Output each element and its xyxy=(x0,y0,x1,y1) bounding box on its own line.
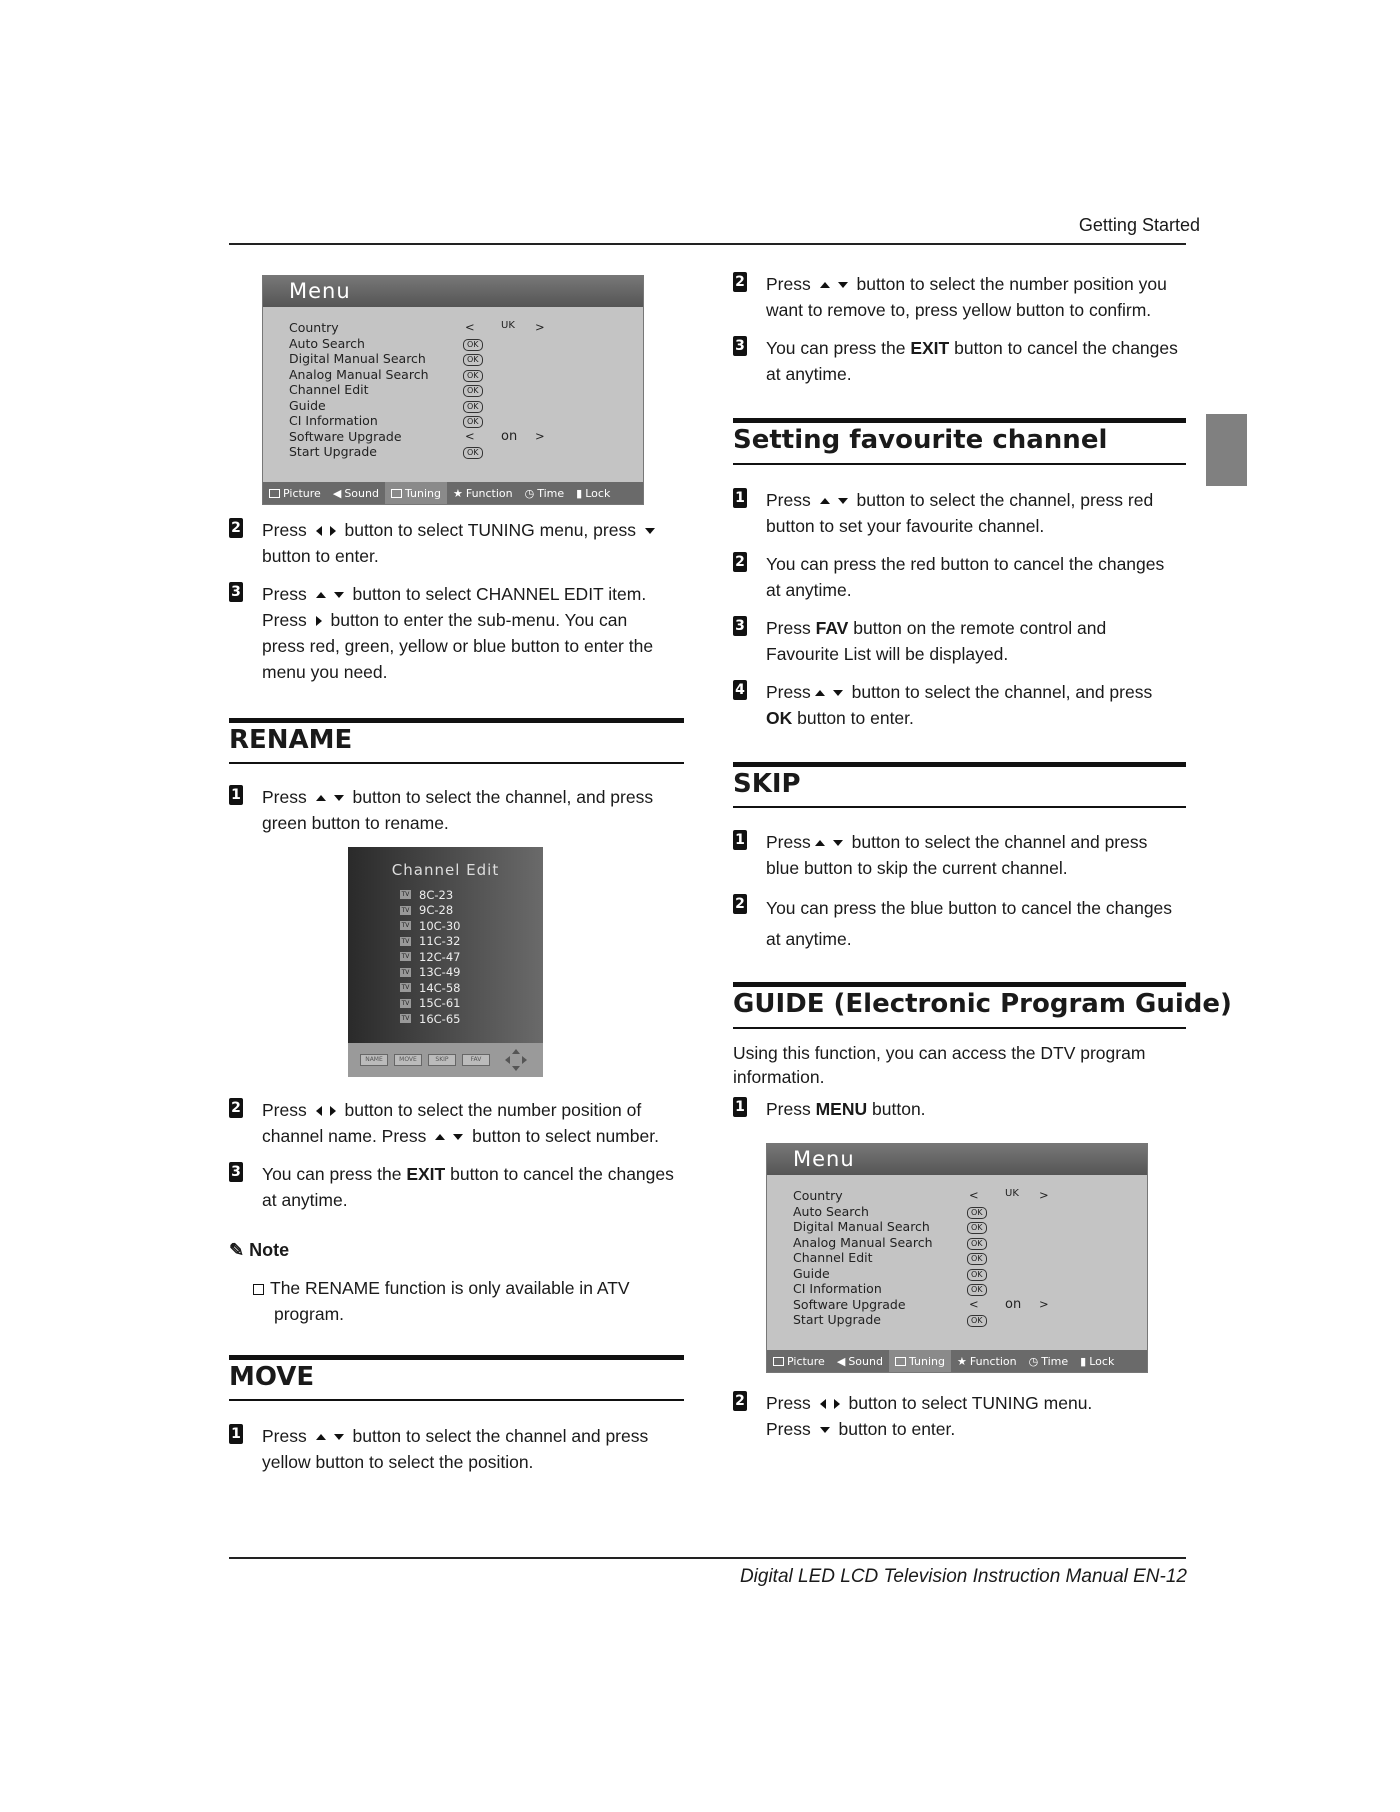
left-arrow-text: < xyxy=(465,428,475,443)
down-arrow-icon xyxy=(833,840,843,846)
step-text xyxy=(262,517,682,569)
tab-sound xyxy=(831,1350,889,1372)
text: at anytime. xyxy=(766,580,852,600)
upgrade-value: on xyxy=(501,428,518,444)
tab-label: Time xyxy=(1041,1354,1069,1368)
tab-label: Tuning xyxy=(404,486,441,500)
step-text xyxy=(766,829,1196,881)
step-text xyxy=(766,487,1196,539)
checkbox-icon xyxy=(253,1284,264,1295)
left-arrow-text: < xyxy=(465,320,475,334)
tab-time xyxy=(1023,1350,1075,1372)
right-arrow-icon xyxy=(330,1106,336,1116)
section-rule xyxy=(229,762,684,764)
text: button to cancel the changes xyxy=(954,338,1178,358)
text: You can press the xyxy=(766,338,906,358)
section-rule xyxy=(733,982,1186,987)
fav-button: FAV xyxy=(462,1054,490,1066)
tab-label: Time xyxy=(537,486,565,500)
ok-icon: OK xyxy=(967,1238,987,1250)
tv-icon: TV xyxy=(401,953,410,961)
text: Press xyxy=(766,682,811,702)
step-number: 1 xyxy=(229,785,243,805)
star-icon: ★ xyxy=(956,1354,967,1368)
text: button on the remote control and xyxy=(853,618,1107,638)
bold-text: OK xyxy=(766,708,793,728)
guide-intro xyxy=(733,1041,1193,1089)
ok-icon: OK xyxy=(463,370,483,382)
section-rule xyxy=(733,806,1186,808)
right-arrow-icon xyxy=(316,616,322,626)
text: button to select the channel, and press xyxy=(851,682,1153,702)
tv-icon: TV xyxy=(401,968,410,976)
channel-edit-screenshot xyxy=(348,847,543,1077)
skip-button: SKIP xyxy=(428,1054,456,1066)
right-arrow-text: > xyxy=(535,320,545,334)
channel-item xyxy=(400,980,460,996)
ok-icon: OK xyxy=(967,1315,987,1327)
down-arrow-icon xyxy=(645,528,655,534)
section-title-guide: GUIDE (Electronic Program Guide) xyxy=(733,989,1232,1019)
picture-icon xyxy=(773,1357,784,1366)
channel-list xyxy=(400,887,460,1027)
menu-values xyxy=(463,320,583,460)
country-value: UK xyxy=(1005,1188,1019,1199)
text: You can press the blue button to cancel the changes xyxy=(766,898,1173,918)
step-number: 2 xyxy=(733,272,747,292)
side-tab xyxy=(1206,414,1247,486)
step-text xyxy=(766,679,1196,731)
tab-picture xyxy=(263,482,327,504)
channel-item xyxy=(400,996,460,1012)
menu-item: CI Information xyxy=(289,413,378,428)
text: button to select the number position of xyxy=(344,1100,642,1120)
down-arrow-icon xyxy=(334,1434,344,1440)
clock-icon: ◷ xyxy=(1028,1354,1039,1368)
tab-sound xyxy=(327,482,385,504)
channel-edit-button-bar xyxy=(348,1043,543,1077)
menu-title: Menu xyxy=(767,1144,1147,1175)
step-number: 4 xyxy=(733,680,747,700)
right-arrow-text: > xyxy=(535,428,545,443)
tab-label: Lock xyxy=(1089,1354,1115,1368)
text: Press xyxy=(766,274,811,294)
ok-icon: OK xyxy=(967,1222,987,1234)
tab-label: Picture xyxy=(787,1354,825,1368)
ok-icon: OK xyxy=(463,401,483,413)
speaker-icon: ◀ xyxy=(332,486,342,500)
tv-icon: TV xyxy=(401,906,410,914)
text: Press xyxy=(262,610,307,630)
down-arrow-icon xyxy=(833,690,843,696)
ok-icon: OK xyxy=(967,1284,987,1296)
left-arrow-icon xyxy=(316,526,322,536)
text: button to enter. xyxy=(262,546,379,566)
channel-edit-title: Channel Edit xyxy=(391,861,500,879)
left-arrow-icon xyxy=(316,1106,322,1116)
dpad-icon xyxy=(504,1048,528,1072)
channel-name: 15C-61 xyxy=(419,996,461,1011)
up-arrow-icon xyxy=(815,840,825,846)
text: Favourite List will be displayed. xyxy=(766,644,1009,664)
section-rule xyxy=(229,1355,684,1360)
tv-icon: TV xyxy=(401,984,410,992)
down-arrow-icon xyxy=(334,795,344,801)
step-number: 1 xyxy=(733,830,747,850)
upgrade-value: on xyxy=(1005,1296,1022,1312)
text: Press xyxy=(766,490,811,510)
tab-label: Function xyxy=(969,1354,1017,1368)
text: menu you need. xyxy=(262,662,388,682)
tab-tuning xyxy=(889,1350,951,1372)
down-arrow-icon xyxy=(838,282,848,288)
menu-item: CI Information xyxy=(793,1281,882,1296)
step-text xyxy=(766,1096,1196,1122)
channel-item xyxy=(400,903,460,919)
step-number: 2 xyxy=(229,518,243,538)
menu-item: Guide xyxy=(793,1265,830,1281)
section-title-rename: RENAME xyxy=(229,725,353,755)
up-arrow-icon xyxy=(316,1434,326,1440)
right-arrow-text: > xyxy=(1039,1296,1049,1311)
text: button to enter. xyxy=(838,1419,956,1439)
step-number: 3 xyxy=(229,582,243,602)
step-number: 3 xyxy=(733,336,747,356)
picture-icon xyxy=(269,489,280,498)
menu-tab-bar xyxy=(767,1350,1147,1372)
channel-item xyxy=(400,918,460,934)
text: button to select number. xyxy=(472,1126,659,1146)
section-title-move: MOVE xyxy=(229,1362,315,1392)
left-arrow-text: < xyxy=(969,1188,979,1202)
text: channel name. Press xyxy=(262,1126,427,1146)
text: blue button to skip the current channel. xyxy=(766,858,1068,878)
text: button to select the channel and press xyxy=(851,832,1148,852)
tab-tuning xyxy=(385,482,447,504)
menu-item: Software Upgrade xyxy=(289,428,402,444)
channel-item xyxy=(400,934,460,950)
down-arrow-icon xyxy=(334,592,344,598)
step-text xyxy=(766,1390,1196,1442)
channel-name: 14C-58 xyxy=(419,980,461,995)
footer-rule xyxy=(229,1557,1186,1559)
grid-icon xyxy=(895,1357,906,1366)
tab-label: Function xyxy=(465,486,513,500)
text: button to select CHANNEL EDIT item. xyxy=(352,584,647,604)
note-heading xyxy=(229,1240,289,1261)
section-rule xyxy=(229,718,684,723)
text: yellow button to select the position. xyxy=(262,1452,534,1472)
menu-item: Analog Manual Search xyxy=(289,366,429,382)
down-arrow-icon xyxy=(838,498,848,504)
step-text xyxy=(766,551,1206,603)
menu-item: Country xyxy=(793,1188,843,1203)
menu-item: Start Upgrade xyxy=(289,444,377,459)
section-rule xyxy=(733,418,1186,423)
menu-items xyxy=(793,1188,933,1328)
name-button: NAME xyxy=(360,1054,388,1066)
channel-name: 11C-32 xyxy=(419,934,461,949)
text: green button to rename. xyxy=(262,813,449,833)
text: button to select the number position you xyxy=(856,274,1167,294)
channel-name: 16C-65 xyxy=(419,1011,461,1026)
speaker-icon: ◀ xyxy=(836,1354,846,1368)
tab-lock xyxy=(570,482,616,504)
text: Press xyxy=(766,618,811,638)
bold-text: EXIT xyxy=(406,1164,446,1184)
step-text xyxy=(262,1161,702,1213)
text: button to select TUNING menu. xyxy=(848,1393,1093,1413)
channel-name: 13C-49 xyxy=(419,965,461,980)
tv-icon: TV xyxy=(401,999,410,1007)
up-arrow-icon xyxy=(815,690,825,696)
section-rule xyxy=(733,762,1186,767)
step-number: 2 xyxy=(733,894,747,914)
step-text xyxy=(766,335,1206,387)
section-title-favourite: Setting favourite channel xyxy=(733,425,1108,455)
lock-icon: ▮ xyxy=(576,486,583,500)
text: button to select the channel and press xyxy=(352,1426,649,1446)
text: Press xyxy=(262,584,307,604)
down-arrow-icon xyxy=(453,1134,463,1140)
menu-item: Country xyxy=(289,320,339,335)
up-arrow-icon xyxy=(316,795,326,801)
text: button. xyxy=(872,1099,926,1119)
tv-icon: TV xyxy=(401,1015,410,1023)
text: Press xyxy=(766,1099,811,1119)
step-text xyxy=(766,615,1196,667)
text: button to select TUNING menu, press xyxy=(344,520,636,540)
step-text xyxy=(262,1097,692,1149)
clock-icon: ◷ xyxy=(524,486,535,500)
menu-tab-bar xyxy=(263,482,643,504)
menu-screenshot xyxy=(262,275,644,505)
step-text xyxy=(766,893,1206,955)
menu-items xyxy=(289,320,429,460)
text: Press xyxy=(766,832,811,852)
section-rule xyxy=(229,1399,684,1401)
bold-text: EXIT xyxy=(910,338,950,358)
star-icon: ★ xyxy=(452,486,463,500)
channel-item xyxy=(400,1011,460,1027)
channel-name: 12C-47 xyxy=(419,949,461,964)
down-arrow-icon xyxy=(820,1427,830,1433)
menu-screenshot xyxy=(766,1143,1148,1373)
ok-icon: OK xyxy=(463,416,483,428)
text: information. xyxy=(733,1067,825,1087)
tab-function xyxy=(951,1350,1023,1372)
page-footer: Digital LED LCD Television Instruction Manual EN-12 xyxy=(739,1566,1187,1587)
step-number: 3 xyxy=(229,1162,243,1182)
text: Press xyxy=(262,787,307,807)
text: button to select the channel, and press xyxy=(352,787,654,807)
text: at anytime. xyxy=(262,1190,348,1210)
step-number: 3 xyxy=(733,616,747,636)
menu-item: Channel Edit xyxy=(289,382,369,397)
step-text xyxy=(262,784,682,836)
left-arrow-text: < xyxy=(969,1296,979,1311)
tab-function xyxy=(447,482,519,504)
up-arrow-icon xyxy=(435,1134,445,1140)
note-text xyxy=(253,1275,673,1327)
channel-item xyxy=(400,887,460,903)
tv-icon: TV xyxy=(401,891,410,899)
channel-item xyxy=(400,965,460,981)
section-rule xyxy=(733,463,1186,465)
text: Press xyxy=(766,1393,811,1413)
ok-icon: OK xyxy=(463,447,483,459)
text: at anytime. xyxy=(766,929,852,949)
text: at anytime. xyxy=(766,364,852,384)
text: Press xyxy=(262,520,307,540)
step-text xyxy=(262,581,692,685)
text: Press xyxy=(262,1100,307,1120)
menu-item: Digital Manual Search xyxy=(289,351,426,366)
section-title-skip: SKIP xyxy=(733,769,801,799)
country-value: UK xyxy=(501,320,515,331)
step-number: 2 xyxy=(229,1098,243,1118)
right-arrow-icon xyxy=(330,526,336,536)
tab-label: Sound xyxy=(848,1354,883,1368)
ok-icon: OK xyxy=(463,339,483,351)
note-label: Note xyxy=(249,1240,290,1260)
text: button to enter. xyxy=(797,708,914,728)
pencil-icon: ✎ xyxy=(229,1240,245,1260)
right-arrow-text: > xyxy=(1039,1188,1049,1202)
step-number: 1 xyxy=(733,1097,747,1117)
step-number: 2 xyxy=(733,1391,747,1411)
text: Press xyxy=(262,1426,307,1446)
ok-icon: OK xyxy=(967,1269,987,1281)
channel-name: 8C-23 xyxy=(419,887,454,902)
menu-item: Channel Edit xyxy=(793,1250,873,1265)
right-arrow-icon xyxy=(834,1399,840,1409)
channel-name: 9C-28 xyxy=(419,903,454,918)
text: Using this function, you can access the DTV program xyxy=(733,1043,1146,1063)
tv-icon: TV xyxy=(401,922,410,930)
left-arrow-icon xyxy=(820,1399,826,1409)
tab-lock xyxy=(1074,1350,1120,1372)
tab-label: Sound xyxy=(344,486,379,500)
tv-icon: TV xyxy=(401,937,410,945)
text: The RENAME function is only available in ATV xyxy=(270,1278,630,1298)
menu-item: Software Upgrade xyxy=(793,1296,906,1312)
tab-picture xyxy=(767,1350,831,1372)
step-text xyxy=(262,1423,682,1475)
text: Press xyxy=(766,1419,811,1439)
step-number: 1 xyxy=(229,1424,243,1444)
tab-label: Tuning xyxy=(908,1354,945,1368)
bold-text: FAV xyxy=(815,618,849,638)
channel-item xyxy=(400,949,460,965)
lock-icon: ▮ xyxy=(1080,1354,1087,1368)
text: program. xyxy=(274,1304,345,1324)
text: button to select the channel, press red xyxy=(856,490,1154,510)
header-rule xyxy=(229,243,1186,245)
text: press red, green, yellow or blue button to enter the xyxy=(262,636,654,656)
menu-item: Analog Manual Search xyxy=(793,1234,933,1250)
up-arrow-icon xyxy=(820,498,830,504)
text: button to enter the sub-menu. You can xyxy=(330,610,628,630)
ok-icon: OK xyxy=(967,1253,987,1265)
text: want to remove to, press yellow button to confirm. xyxy=(766,300,1152,320)
text: button to cancel the changes xyxy=(450,1164,674,1184)
tab-label: Lock xyxy=(585,486,611,500)
menu-item: Auto Search xyxy=(793,1203,869,1219)
move-button: MOVE xyxy=(394,1054,422,1066)
up-arrow-icon xyxy=(316,592,326,598)
tab-time xyxy=(519,482,571,504)
channel-name: 10C-30 xyxy=(419,918,461,933)
tab-label: Picture xyxy=(283,486,321,500)
text: You can press the red button to cancel the changes xyxy=(766,554,1165,574)
ok-icon: OK xyxy=(463,354,483,366)
page-header: Getting Started xyxy=(1078,215,1200,235)
up-arrow-icon xyxy=(820,282,830,288)
ok-icon: OK xyxy=(967,1207,987,1219)
step-number: 2 xyxy=(733,552,747,572)
ok-icon: OK xyxy=(463,385,483,397)
grid-icon xyxy=(391,489,402,498)
menu-item: Digital Manual Search xyxy=(793,1219,930,1234)
menu-item: Auto Search xyxy=(289,335,365,351)
section-rule xyxy=(733,1027,1186,1029)
text: button to set your favourite channel. xyxy=(766,516,1045,536)
menu-item: Guide xyxy=(289,397,326,413)
bold-text: MENU xyxy=(815,1099,868,1119)
step-text xyxy=(766,271,1196,323)
menu-item: Start Upgrade xyxy=(793,1312,881,1327)
menu-values xyxy=(967,1188,1087,1328)
menu-title: Menu xyxy=(263,276,643,307)
text: You can press the xyxy=(262,1164,402,1184)
step-number: 1 xyxy=(733,488,747,508)
